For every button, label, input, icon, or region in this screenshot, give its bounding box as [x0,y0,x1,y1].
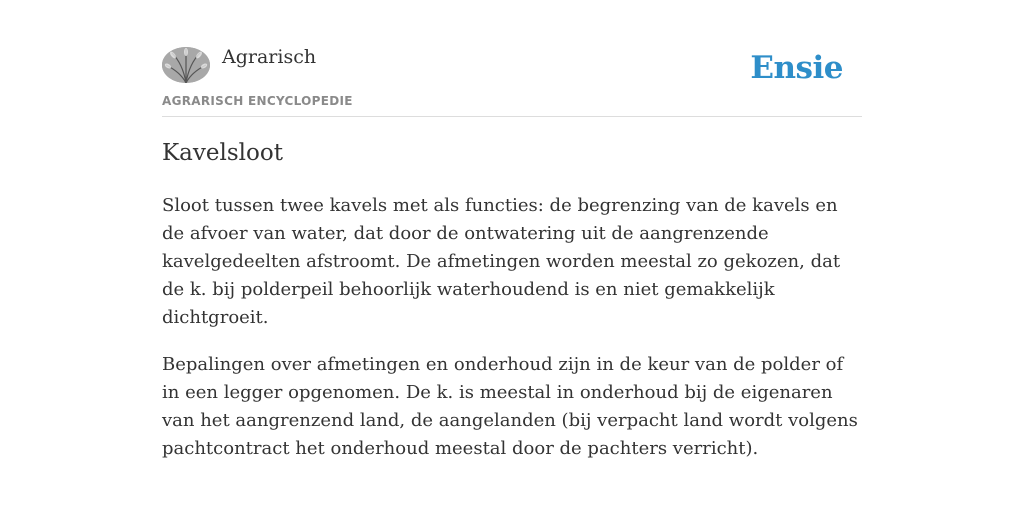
article-body [162,192,862,482]
page [162,0,862,459]
paragraph: Bepalingen over afmetingen en onderhoud zijn in de keur van de polder of in een legger opgenomen. De k. is meestal in onderhoud bij de eigenaren van het aangrenzend land, de aangelanden (bij verpacht land wordt volgens pachtcontract het onderhoud meestal door de pachters verricht). [162,354,858,459]
paragraph: Sloot tussen twee kavels met als functies: de begrenzing van de kavels en de afvoer van water, dat door de ontwatering uit de aangrenzende kavelgedeelten afstroomt. De afmetingen worden meestal zo gekozen, dat de k. bij polderpeil behoorlijk waterhoudend is en niet gemakkelijk dichtgroeit. [162,195,841,328]
brand-logo[interactable]: Ensie [750,50,843,86]
header [162,0,862,117]
wheat-icon[interactable] [162,47,210,83]
site-subtitle: AGRARISCH ENCYCLOPEDIE [162,94,353,108]
page-title: Kavelsloot [162,140,283,166]
site-name[interactable]: Agrarisch [222,46,317,68]
